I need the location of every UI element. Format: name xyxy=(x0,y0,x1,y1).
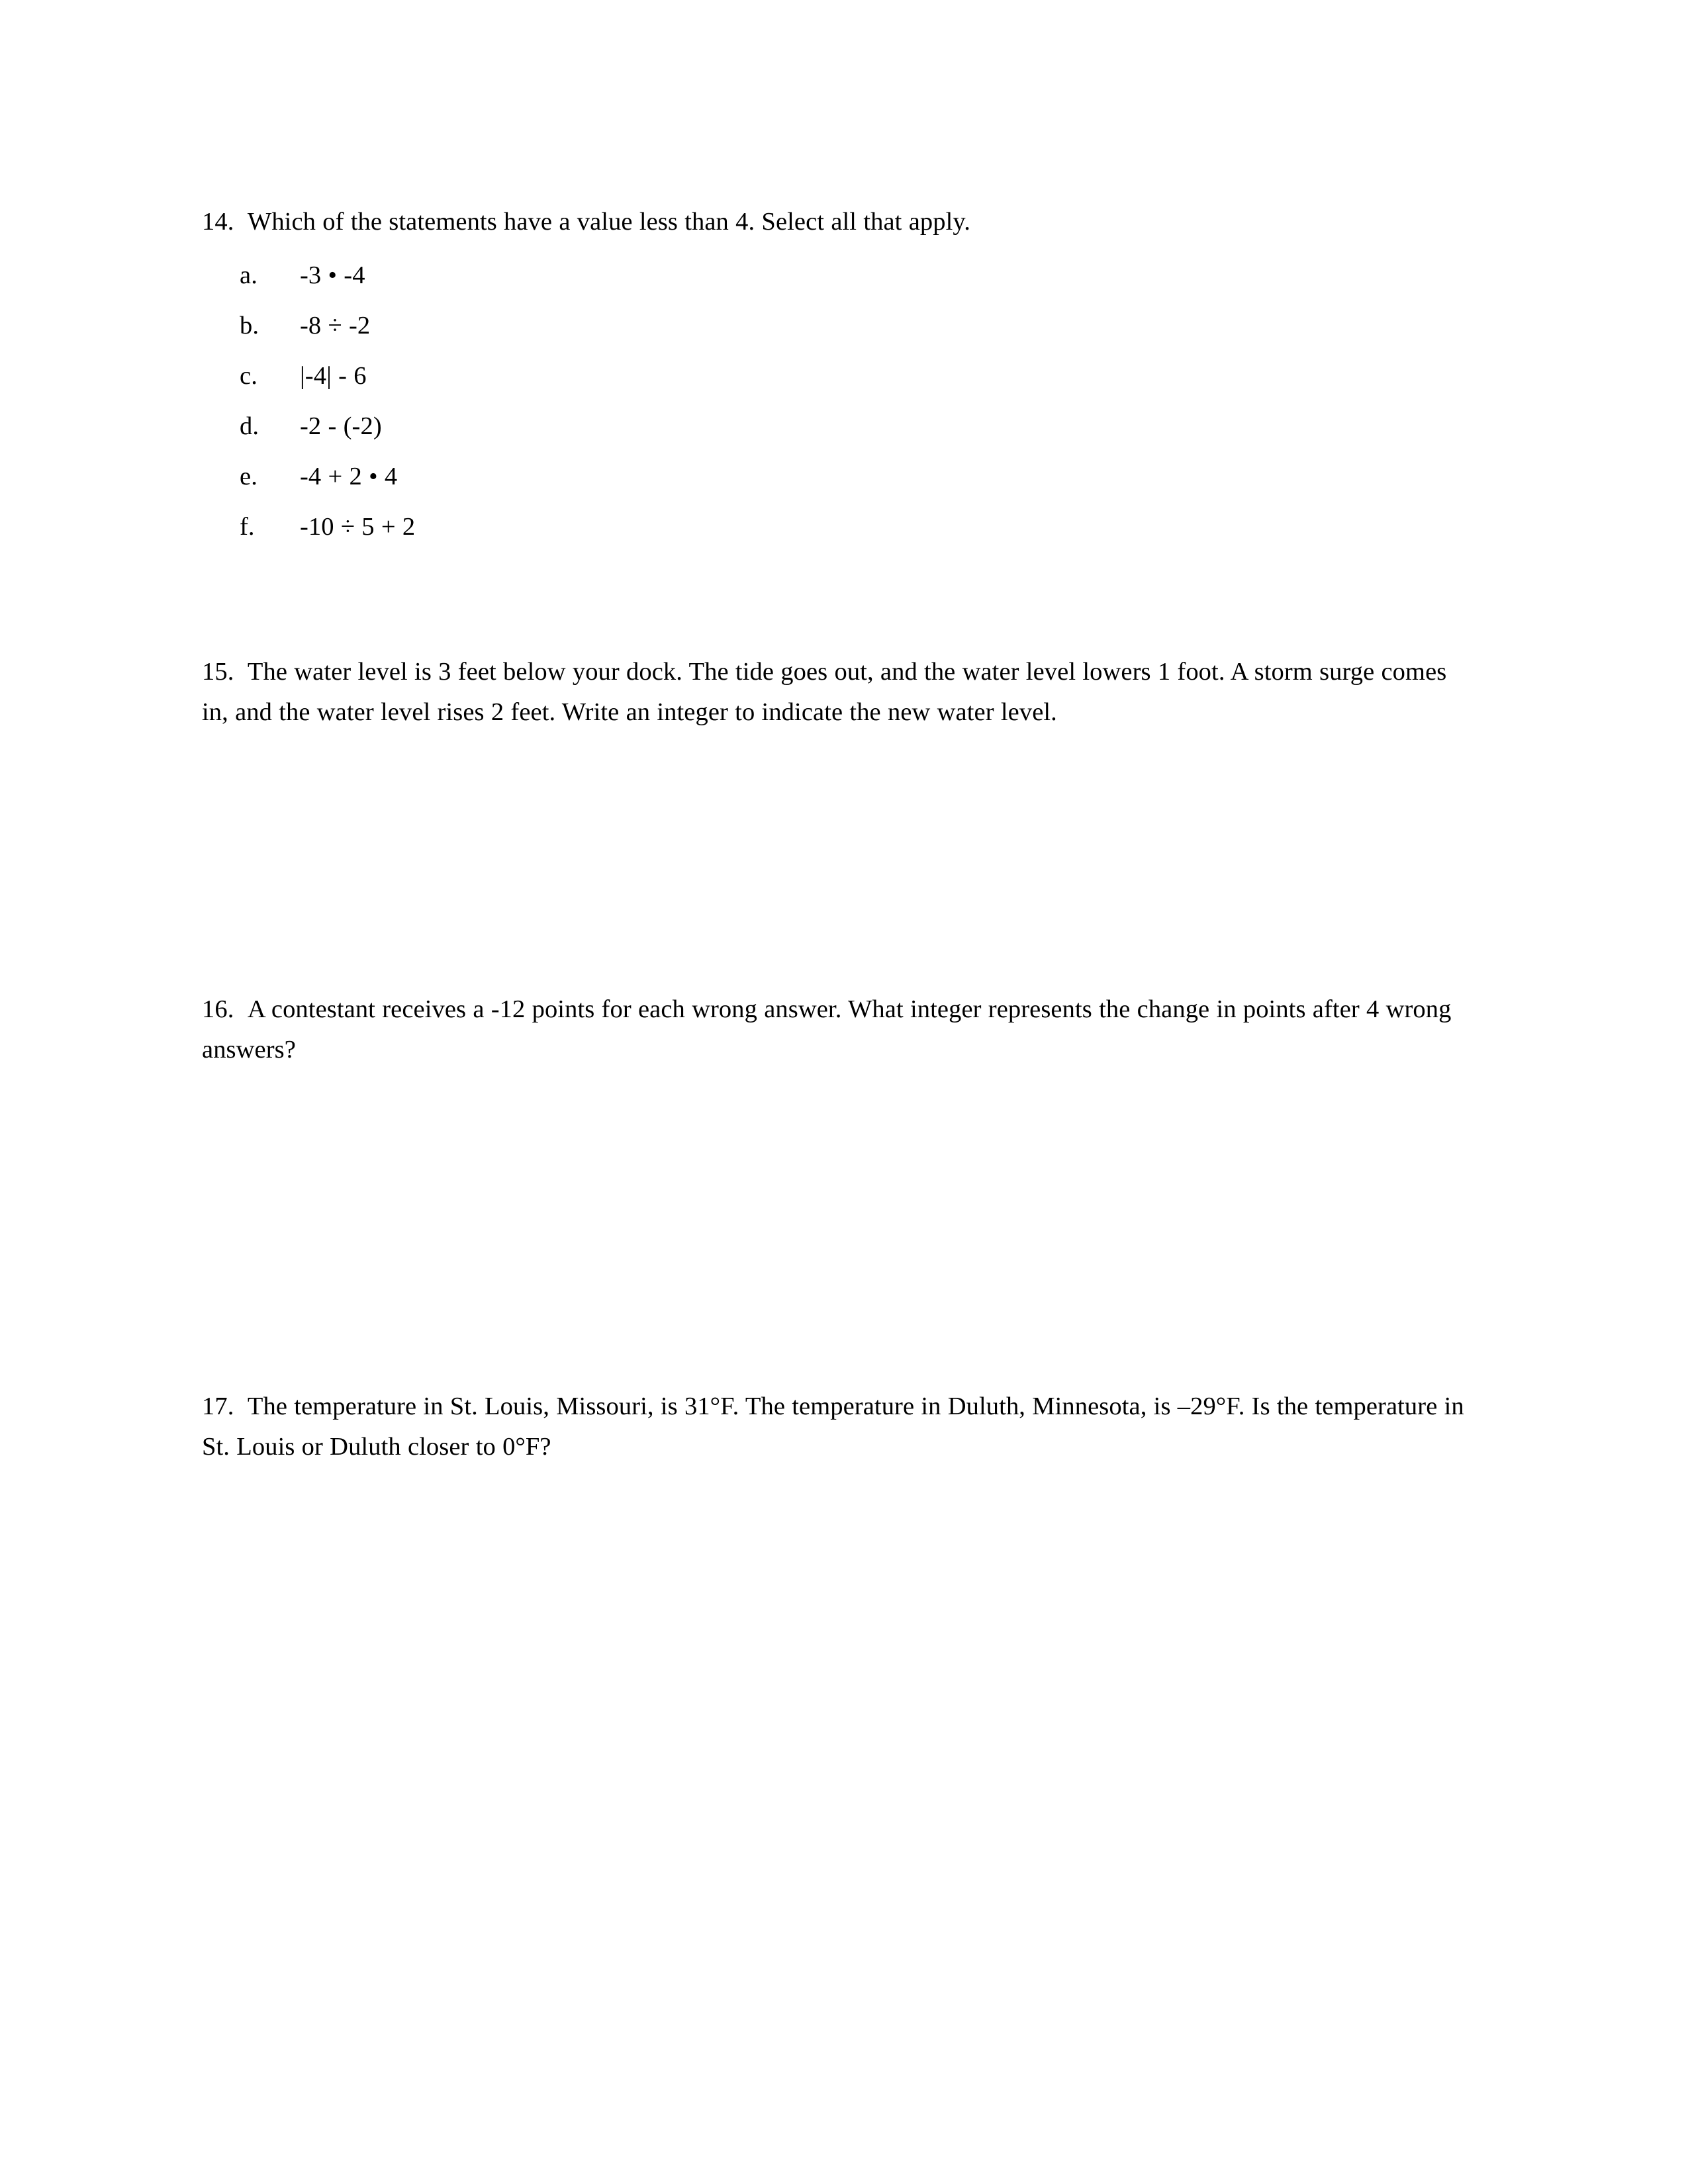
question-17-number: 17. xyxy=(202,1392,234,1420)
choice-marker-f: f. xyxy=(240,513,255,541)
choice-item-c[interactable] xyxy=(202,359,996,410)
question-14 xyxy=(202,202,1466,242)
choice-expression-c: |-4| - 6 xyxy=(300,362,367,390)
question-17-prompt: The temperature in St. Louis, Missouri, is 31°F. The temperature in Duluth, Minnesota, is –29°F. Is the temperature in St. Louis or Duluth closer to 0°F? xyxy=(202,1392,1464,1461)
choice-marker-d: d. xyxy=(240,412,259,440)
choice-marker-b: b. xyxy=(240,312,259,340)
choice-item-e[interactable] xyxy=(202,460,996,510)
question-16 xyxy=(202,989,1466,1070)
question-15-prompt: The water level is 3 feet below your dock. The tide goes out, and the water level lowers 1 foot. A storm surge comes in, and the water level rises 2 feet. Write an integer to indicate the new water level. xyxy=(202,658,1447,726)
choice-item-b[interactable] xyxy=(202,309,996,359)
choice-item-a[interactable] xyxy=(202,259,996,309)
choice-expression-f: -10 ÷ 5 + 2 xyxy=(300,513,416,541)
question-15-number: 15. xyxy=(202,658,234,686)
choice-item-d[interactable] xyxy=(202,410,996,460)
question-16-number: 16. xyxy=(202,995,234,1023)
question-16-prompt: A contestant receives a -12 points for each wrong answer. What integer represents the change in points after 4 wrong answers? xyxy=(202,995,1452,1064)
choice-expression-b: -8 ÷ -2 xyxy=(300,312,371,340)
choice-expression-e: -4 + 2 • 4 xyxy=(300,463,398,490)
question-14-prompt: Which of the statements have a value less than 4. Select all that apply. xyxy=(247,208,970,236)
choice-marker-e: e. xyxy=(240,463,258,490)
question-15 xyxy=(202,652,1466,733)
question-14-number: 14. xyxy=(202,208,234,236)
choice-expression-d: -2 - (-2) xyxy=(300,412,382,440)
choice-list xyxy=(202,259,996,561)
question-14-choices xyxy=(202,259,1466,570)
choice-marker-c: c. xyxy=(240,362,258,390)
question-17 xyxy=(202,1387,1466,1467)
choice-expression-a: -3 • -4 xyxy=(300,261,365,289)
choice-marker-a: a. xyxy=(240,261,258,289)
choice-item-f[interactable] xyxy=(202,510,996,561)
